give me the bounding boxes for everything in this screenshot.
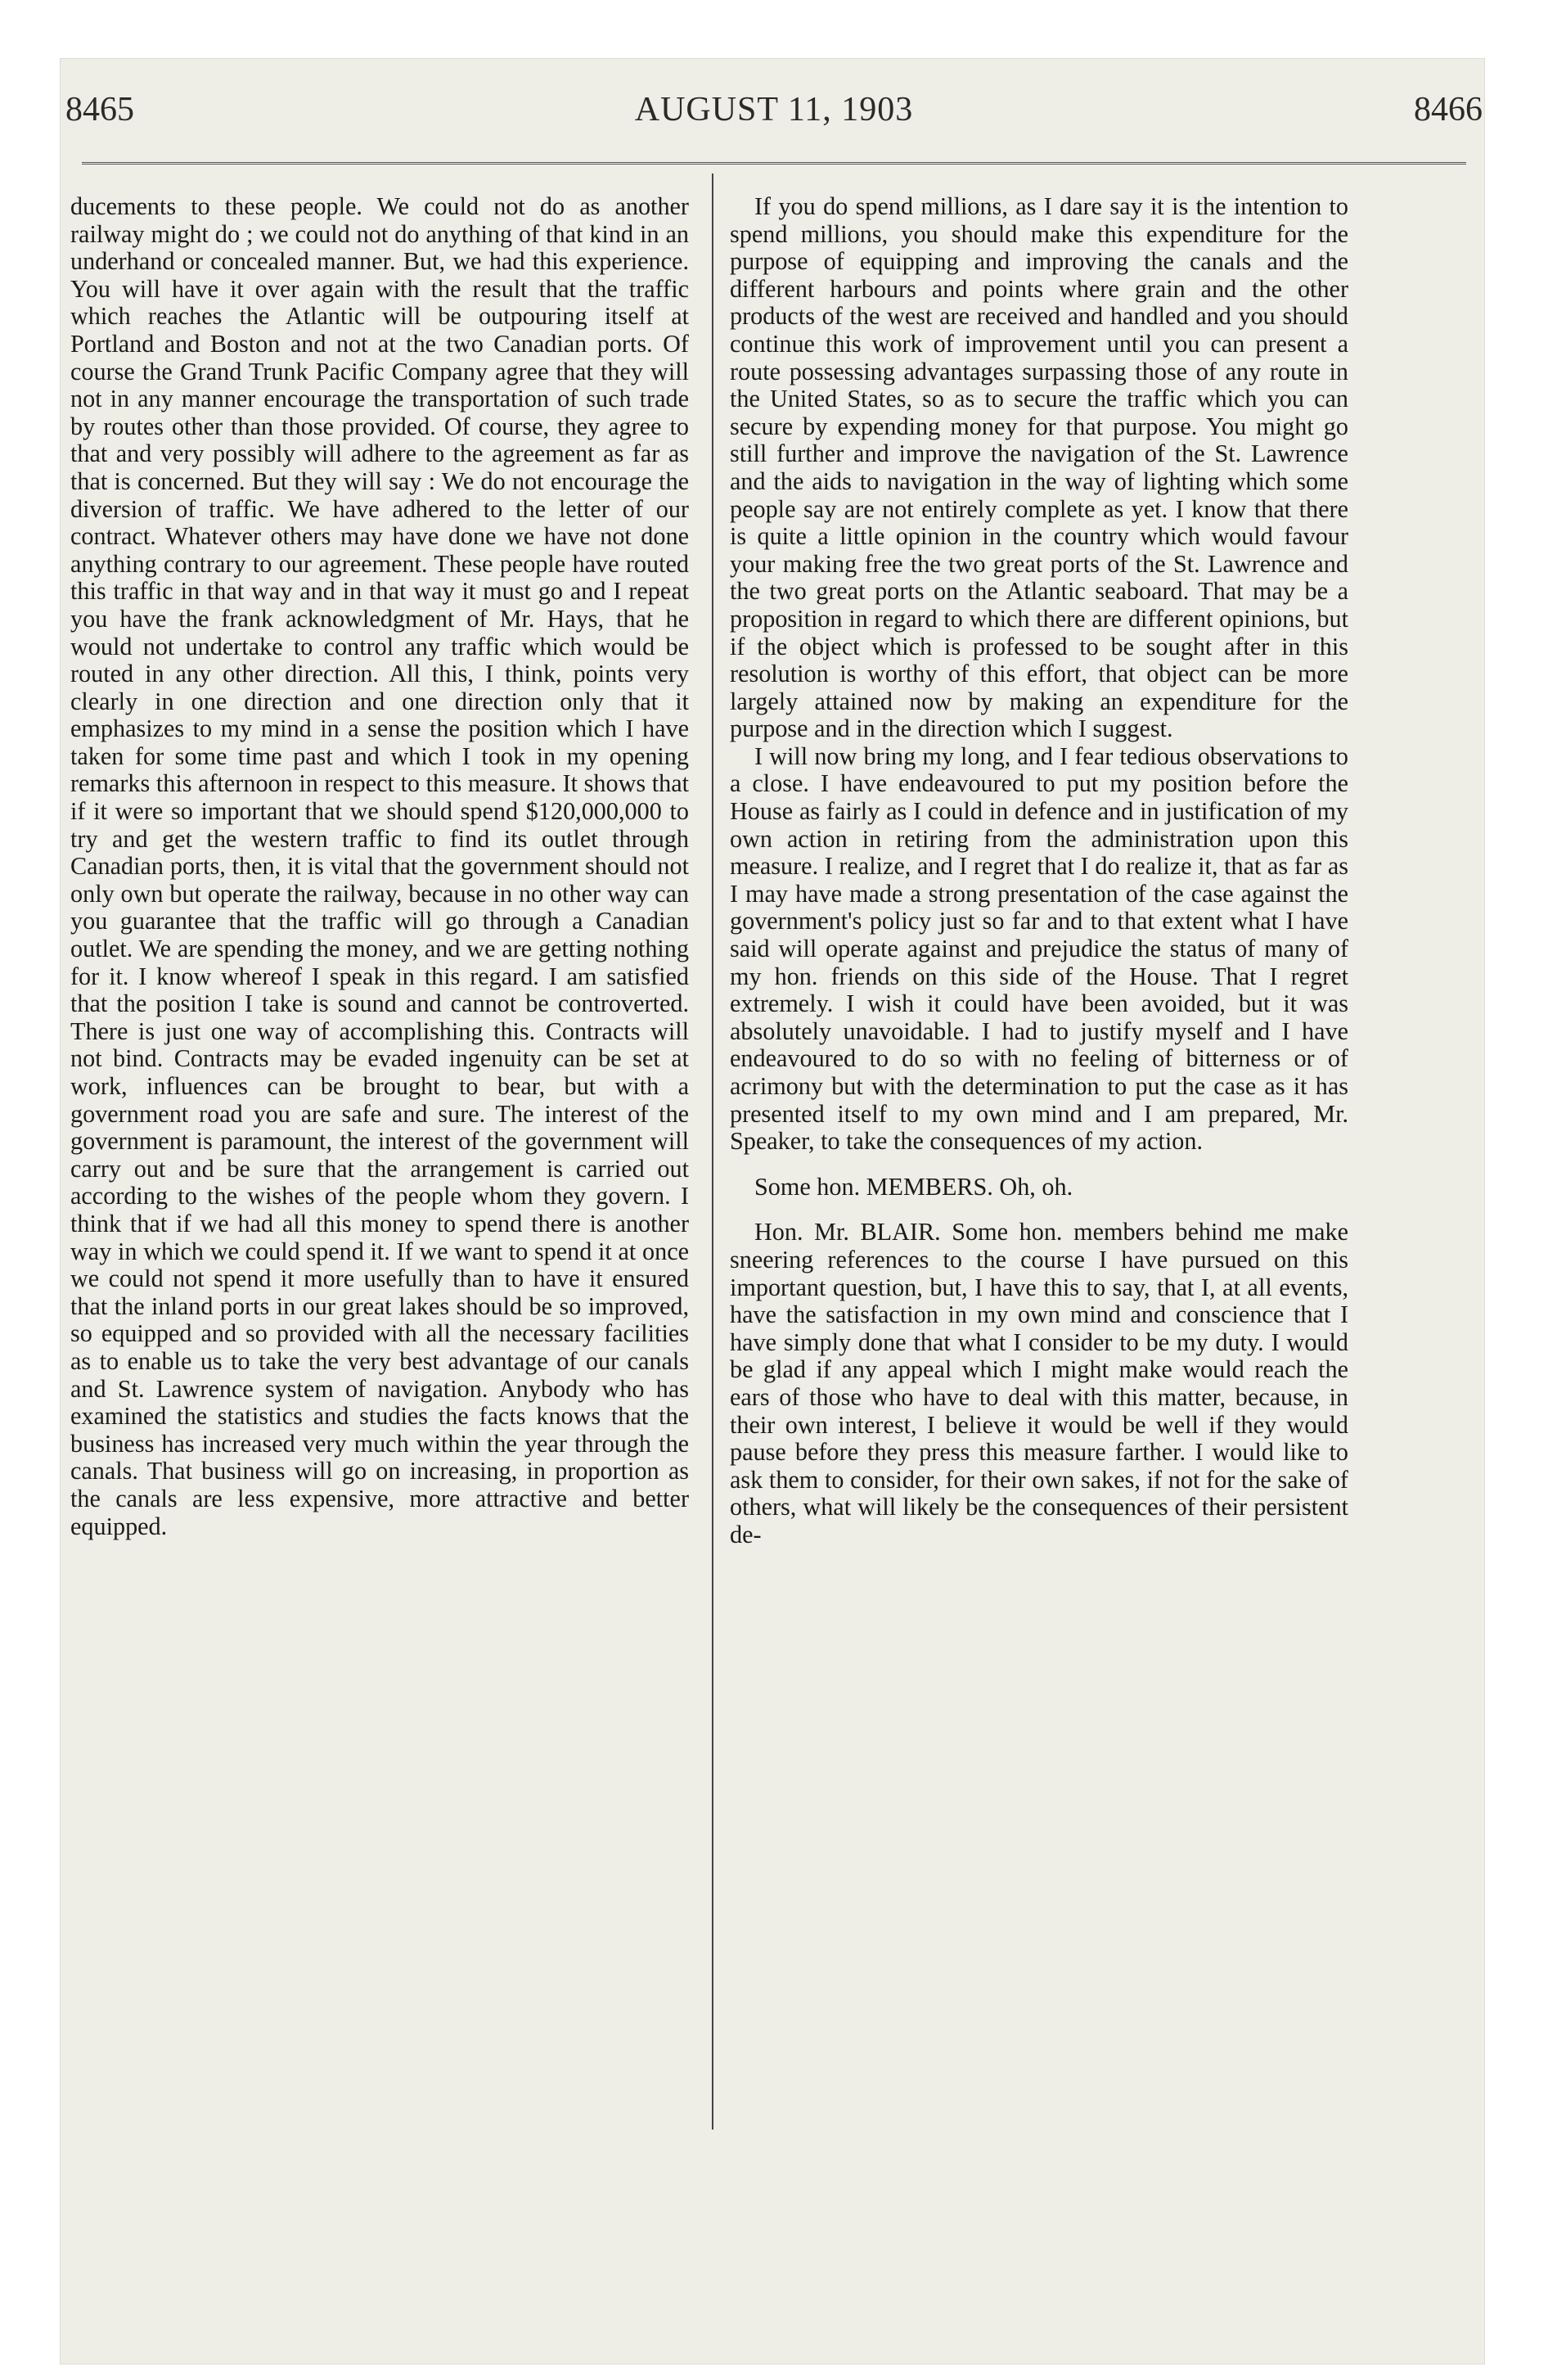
page-header bbox=[65, 90, 1483, 139]
left-column bbox=[70, 193, 689, 1540]
right-paragraph-2: I will now bring my long, and I fear tedious observations to a close. I have endeavoured to put my position before the House as fairly as I could in defence and in justification of my own action in retiring from the administration upon this measure. I realize, and I regret that I do realize it, that as far as I may have made a strong presentation of the case against the government's policy just so far and to that extent what I have said will operate against and prejudice the status of many of my hon. friends on this side of the House. That I regret extremely. I wish it could have been avoided, but it was absolutely unavoidable. I had to justify myself and I have endeavoured to do so with no feeling of bitterness or of acrimony but with the determination to put the case as it has presented itself to my own mind and I am prepared, Mr. Speaker, to take the consequences of my action. bbox=[730, 741, 1348, 1156]
speaker-interjection: Some hon. MEMBERS. Oh, oh. bbox=[754, 1172, 1073, 1201]
column-divider bbox=[712, 174, 713, 2130]
page-number-left: 8465 bbox=[65, 91, 134, 128]
right-column bbox=[730, 193, 1348, 1549]
right-paragraph-1: If you do spend millions, as I dare say it is the intention to spend millions, you should make this expenditure for the purpose of equipping and improving the canals and the different harbours and points where grain and the other products of the west are received and handled and you should continue this work of improvement until you can present a route possessing advantages surpassing those of any route in the United States, so as to secure the traffic which you can secure by expending money for that purpose. You might go still further and improve the navigation of the St. Lawrence and the aids to navigation in the way of lighting which some people say are not entirely complete as yet. I know that there is quite a little opinion in the country which would favour your making free the two great ports of the St. Lawrence and the two great ports on the Atlantic seaboard. That may be a proposition in regard to which there are different opinions, but if the object which is professed to be sought after in this resolution is worthy of this effort, that object can be more largely attained now by making an expenditure for the purpose and in the direction which I suggest. bbox=[730, 192, 1348, 743]
header-date: AUGUST 11, 1903 bbox=[634, 91, 914, 128]
header-rule bbox=[82, 162, 1466, 165]
page-number-right: 8466 bbox=[1414, 91, 1483, 128]
left-paragraph-1: ducements to these people. We could not do as another railway might do ; we could not do anything of that kind in an underhand or concealed manner. But, we had this experience. You will have it over again with the result that the traffic which reaches the Atlantic will be outpouring itself at Portland and Boston and not at the two Canadian ports. Of course the Grand Trunk Pacific Company agree that they will not in any manner encourage the transportation of such trade by routes other than those provided. Of course, they agree to that and very possibly will adhere to the agreement as far as that is concerned. But they will say : We do not encourage the diversion of traffic. We have adhered to the letter of our contract. Whatever others may have done we have not done anything contrary to our agreement. These people have routed this traffic in that way and in that way it must go and I repeat you have the frank acknowledgment of Mr. Hays, that he would not undertake to control any traffic which would be routed in any other direction. All this, I think, points very clearly in one direction and one direction only that it emphasizes to my mind in a sense the position which I have taken for some time past and which I took in my opening remarks this afternoon in respect to this measure. It shows that if it were so important that we should spend $120,000,000 to try and get the western traffic to find its outlet through Canadian ports, then, it is vital that the government should not only own but operate the railway, because in no other way can you guarantee that the traffic will go through a Canadian outlet. We are spending the money, and we are getting nothing for it. I know whereof I speak in this regard. I am satisfied that the position I take is sound and cannot be controverted. There is just one way of accomplishing this. Contracts will not bind. Contracts may be evaded ingenuity can be set at work, influences can be brought to bear, but with a government road you are safe and sure. The interest of the government is paramount, the interest of the government will carry out and be sure that the arrangement is carried out according to the wishes of the people whom they govern. I think that if we had all this money to spend there is another way in which we could spend it. If we want to spend it at once we could not spend it more usefully than to have it ensured that the inland ports in our great lakes should be so improved, so equipped and so provided with all the necessary facilities as to enable us to take the very best advantage of our canals and St. Lawrence system of navigation. Anybody who has examined the statistics and studies the facts knows that the business has increased very much within the year through the canals. That business will go on increasing, in proportion as the canals are less expensive, more attractive and better equipped. bbox=[70, 192, 689, 1540]
right-paragraph-blair: Hon. Mr. BLAIR. Some hon. members behind me make sneering references to the course I have pursued on this important question, but, I have this to say, that I, at all events, have the satisfaction in my own mind and conscience that I have simply done that what I consider to be my duty. I would be glad if any appeal which I might make would reach the ears of those who have to deal with this matter, because, in their own interest, I believe it would be well if they would pause before they press this measure farther. I would like to ask them to consider, for their own sakes, if not for the sake of others, what will likely be the consequences of their persistent de- bbox=[730, 1218, 1348, 1548]
